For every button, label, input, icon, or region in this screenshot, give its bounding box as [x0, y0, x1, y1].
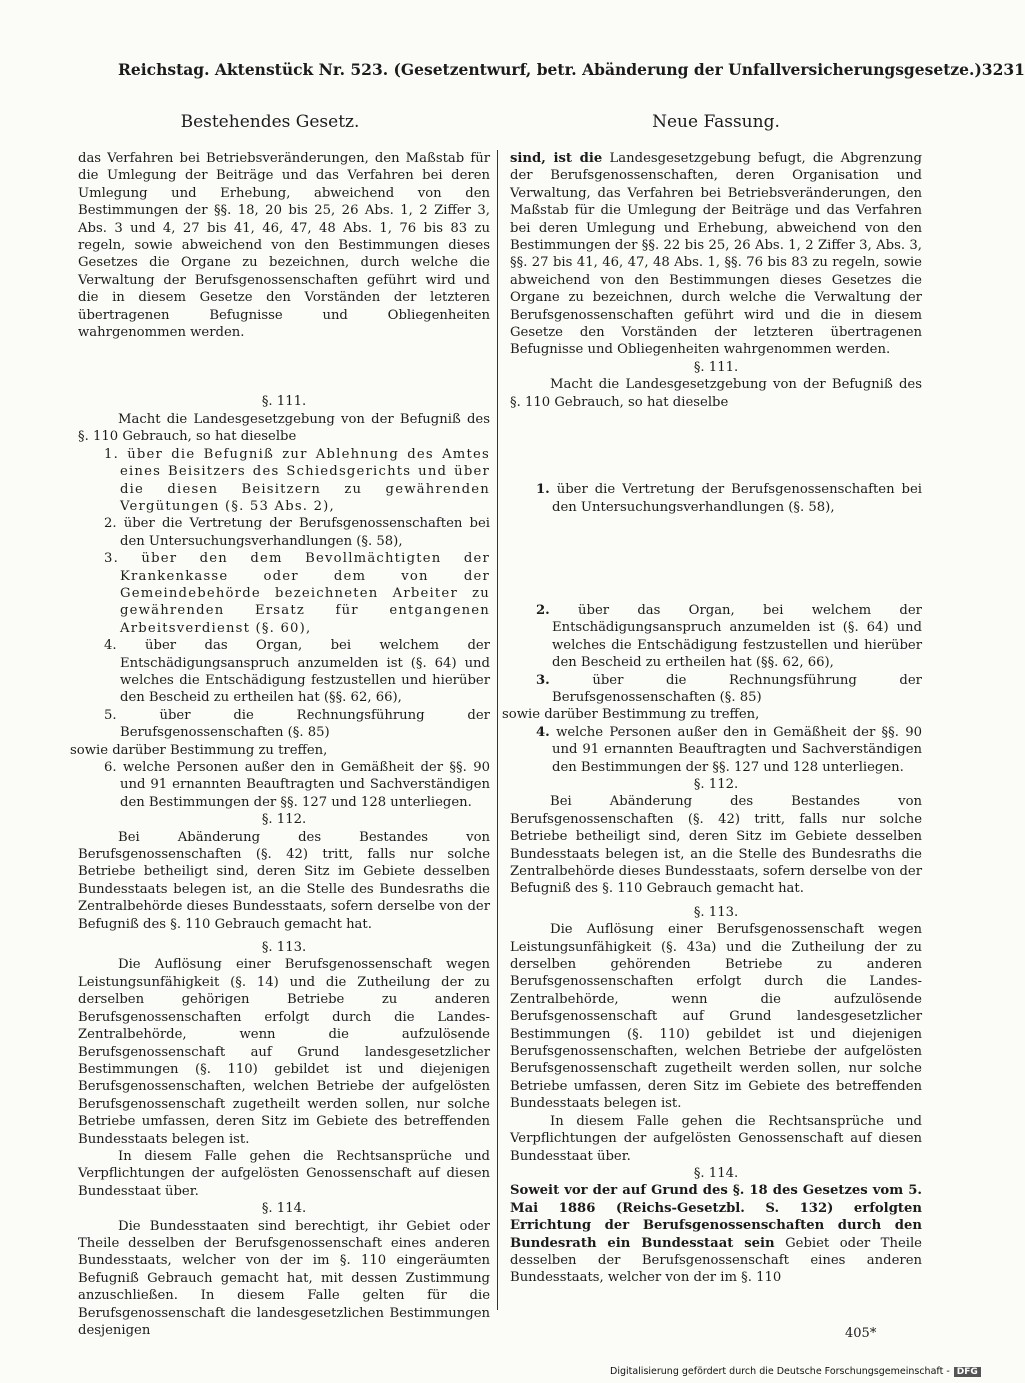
left-column: [70, 150, 490, 1339]
left-s111-heading: §. 111.: [261, 394, 307, 410]
left-s114-heading: §. 114.: [261, 1201, 307, 1217]
left-s112-text: Bei Abänderung des Bestandes von Berufsgenossenschaften (§. 42) tritt, falls nur solche Betriebe betheiligt sind, deren Sitz im Gebiete desselben Bundesstaats belegen ist, an die Stelle des Bundesraths die Zentralbehörde dieses Bundesstaats, sofern derselbe von der Befugniß des §. 110 Gebrauch gemacht hat.: [78, 829, 490, 932]
right-intro: sind, ist die Landesgesetzgebung befugt, die Abgrenzung der Berufsgenossenschaften, deren Organisation und Verwaltung, das Verfahren bei Betriebsveränderungen, den Maßstab für die Umlegung der Beiträge und das Verfahren bei deren Umlegung und Erhebung, abweichend von den Bestimmungen der §§. 22 bis 25, 26 Abs. 1, 2 Ziffer 3, Abs. 3, §§. 27 bis 41, 46, 47, 48 Abs. 1, §§. 76 bis 83 zu regeln, sowie abweichend von den Bestimmungen dieses Gesetzes die Organe zu bezeichnen, durch welche die Verwaltung der Berufsgenossenschaften geführt wird und die in diesem Gesetze den Vorständen der letzteren übertragenen Befugnisse und Obliegenheiten wahrgenommen werden.: [510, 151, 922, 358]
right-s111-item-2: 2. über das Organ, bei welchem der Entschädigungsanspruch anzumelden ist (§. 64) und welches die Entschädigung festzustellen und hierüber den Bescheid zu ertheilen hat (§§. 62, 66),: [536, 602, 922, 671]
right-s114-text: Soweit vor der auf Grund des §. 18 des Gesetzes vom 5. Mai 1886 (Reichs-Gesetzbl. S. 132) erfolgten Errichtung der Berufsgenossenschaften durch den Bundesrath ein Bundesstaat sein Gebiet oder Theile desselben der Berufsgenossenschaft eines anderen Bundesstaats, welcher von der im §. 110: [510, 1183, 922, 1286]
left-s111-item-4: 4. über das Organ, bei welchem der Entschädigungsanspruch anzumelden ist (§. 64) und welches die Entschädigung festzustellen und hierüber den Bescheid zu ertheilen hat (§§. 62, 66),: [104, 638, 490, 706]
dfg-logo-icon: DFG: [954, 1367, 981, 1377]
right-s114-bold: Soweit vor der auf Grund des §. 18 des Gesetzes vom 5. Mai 1886 (Reichs-Gesetzbl. S. 132) erfolgten Errichtung der Berufsgenossenschaften durch den Bundesrath ein Bundesstaat sein: [510, 1183, 922, 1251]
left-s111-mid: sowie darüber Bestimmung zu treffen,: [70, 742, 328, 758]
left-s113-heading: §. 113.: [261, 940, 307, 956]
right-s112-heading: §. 112.: [693, 776, 739, 792]
right-s111-item-4: 4. welche Personen außer den in Gemäßheit der §§. 90 und 91 ernannten Beauftragten und Sachverständigen den Bestimmungen der §§. 127 und 128 unterliegen.: [536, 724, 922, 775]
right-s111-mid: sowie darüber Bestimmung zu treffen,: [502, 707, 760, 723]
right-s113-heading: §. 113.: [693, 904, 739, 920]
left-s112-heading: §. 112.: [261, 812, 307, 828]
right-s111-heading: §. 111.: [693, 359, 739, 375]
left-s111-item-2: 2. über die Vertretung der Berufsgenossenschaften bei den Untersuchungsverhandlungen (§. 58),: [104, 516, 490, 549]
right-s111-item-1: 1. über die Vertretung der Berufsgenossenschaften bei den Untersuchungsverhandlungen (§. 58),: [536, 482, 922, 515]
sheet-mark: 405*: [845, 1326, 877, 1341]
header-title: Reichstag. Aktenstück Nr. 523. (Gesetzentwurf, betr. Abänderung der Unfallversicherungsgesetze.): [118, 60, 982, 79]
right-s112-text: Bei Abänderung des Bestandes von Berufsgenossenschaften (§. 42) tritt, falls nur solche Betriebe betheiligt sind, deren Sitz im Gebiete desselben Bundesstaats belegen ist, an die Stelle des Bundesraths die Zentralbehörde dieses Bundesstaats, sofern derselbe von der Befugniß des §. 110 Gebrauch gemacht hat.: [510, 794, 922, 897]
right-intro-bold: sind, ist die: [510, 151, 603, 166]
left-s111-lead: Macht die Landesgesetzgebung von der Befugniß des §. 110 Gebrauch, so hat dieselbe: [78, 411, 490, 445]
digitization-note: Digitalisierung gefördert durch die Deutsche Forschungsgemeinschaft - DFG: [610, 1366, 981, 1377]
right-s111-lead: Macht die Landesgesetzgebung von der Befugniß des §. 110 Gebrauch, so hat dieselbe: [510, 377, 922, 410]
running-header: [118, 60, 1025, 79]
left-column-title: Bestehendes Gesetz.: [180, 112, 360, 132]
left-s111-item-1: 1. über die Befugniß zur Ablehnung des Amtes eines Beisitzers des Schiedsgerichts und über die diesen Beisitzern zu gewährenden Vergütungen (§. 53 Abs. 2),: [104, 446, 490, 514]
left-s111-item-6: 6. welche Personen außer den in Gemäßheit der §§. 90 und 91 ernannten Beauftragten und Sachverständigen den Bestimmungen der §§. 127 und 128 unterliegen.: [104, 760, 490, 810]
column-divider: [497, 150, 498, 1310]
right-column: [502, 150, 922, 1287]
left-s113-text-1: Die Auflösung einer Berufsgenossenschaft wegen Leistungsunfähigkeit (§. 14) und die Zutheilung der zu derselben gehörigen Betriebe zu anderen Berufsgenossenschaften erfolgt durch die Landes-Zentralbehörde, wenn die aufzulösende Berufsgenossenschaft auf Grund landesgesetzlicher Bestimmungen (§. 110) gebildet ist und diejenigen Berufsgenossenschaften, welchen Betriebe der aufgelösten Berufsgenossenschaft zugetheilt werden sollen, nur solche Betriebe umfassen, deren Sitz im Gebiete des betreffenden Bundesstaats belegen ist.: [78, 957, 490, 1147]
right-s113-text-2: In diesem Falle gehen die Rechtsansprüche und Verpflichtungen der aufgelösten Genossenschaft auf diesen Bundesstaat über.: [510, 1113, 922, 1164]
right-s114-heading: §. 114.: [693, 1165, 739, 1181]
page-number: 3231: [981, 60, 1025, 79]
left-intro: das Verfahren bei Betriebsveränderungen, den Maßstab für die Umlegung der Beiträge und das Verfahren bei deren Umlegung und Erhebung, abweichend von den Bestimmungen der §§. 18, 20 bis 25, 26 Abs. 1, 2 Ziffer 3, Abs. 3 und 4, 27 bis 41, 46, 47, 48 Abs. 1, 76 bis 83 zu regeln, sowie abweichend von den Bestimmungen dieses Gesetzes die Organe zu bezeichnen, durch welche die Verwaltung der Berufsgenossenschaften geführt wird und die in diesem Gesetze den Vorständen der letzteren übertragenen Befugnisse und Obliegenheiten wahrgenommen werden.: [78, 151, 490, 341]
left-s113-text-2: In diesem Falle gehen die Rechtsansprüche und Verpflichtungen der aufgelösten Genossenschaft auf diesen Bundesstaat über.: [78, 1148, 490, 1199]
left-s111-item-5: 5. über die Rechnungsführung der Berufsgenossenschaften (§. 85): [104, 707, 490, 741]
right-s111-item-3: 3. über die Rechnungsführung der Berufsgenossenschaften (§. 85): [536, 672, 922, 705]
left-s114-text: Die Bundesstaaten sind berechtigt, ihr Gebiet oder Theile desselben der Berufsgenossenschaft eines anderen Bundesstaats, welcher von der im §. 110 eingeräumten Befugniß Gebrauch gemacht hat, mit dessen Zustimmung anzuschließen. In diesem Falle gelten für die Berufsgenossenschaft die landesgesetzlichen Bestimmungen desjenigen: [78, 1218, 490, 1338]
right-column-title: Neue Fassung.: [652, 112, 780, 132]
right-s113-text-1: Die Auflösung einer Berufsgenossenschaft wegen Leistungsunfähigkeit (§. 43a) und die Zutheilung der zu derselben gehörenden Betriebe zu anderen Berufsgenossenschaften erfolgt durch die Landes-Zentralbehörde, wenn die aufzulösende Berufsgenossenschaft auf Grund landesgesetzlicher Bestimmungen (§. 110) gebildet ist und diejenigen Berufsgenossenschaften, welchen Betriebe der aufgelösten Berufsgenossenschaft zugetheilt werden sollen, nur solche Betriebe umfassen, deren Sitz im Gebiete des betreffenden Bundesstaats belegen ist.: [510, 922, 922, 1112]
left-s111-item-3: 3. über den dem Bevollmächtigten der Krankenkasse oder dem von der Gemeindebehörde bezeichneten Arbeiter zu gewährenden Ersatz für entgangenen Arbeitsverdienst (§. 60),: [104, 551, 490, 636]
